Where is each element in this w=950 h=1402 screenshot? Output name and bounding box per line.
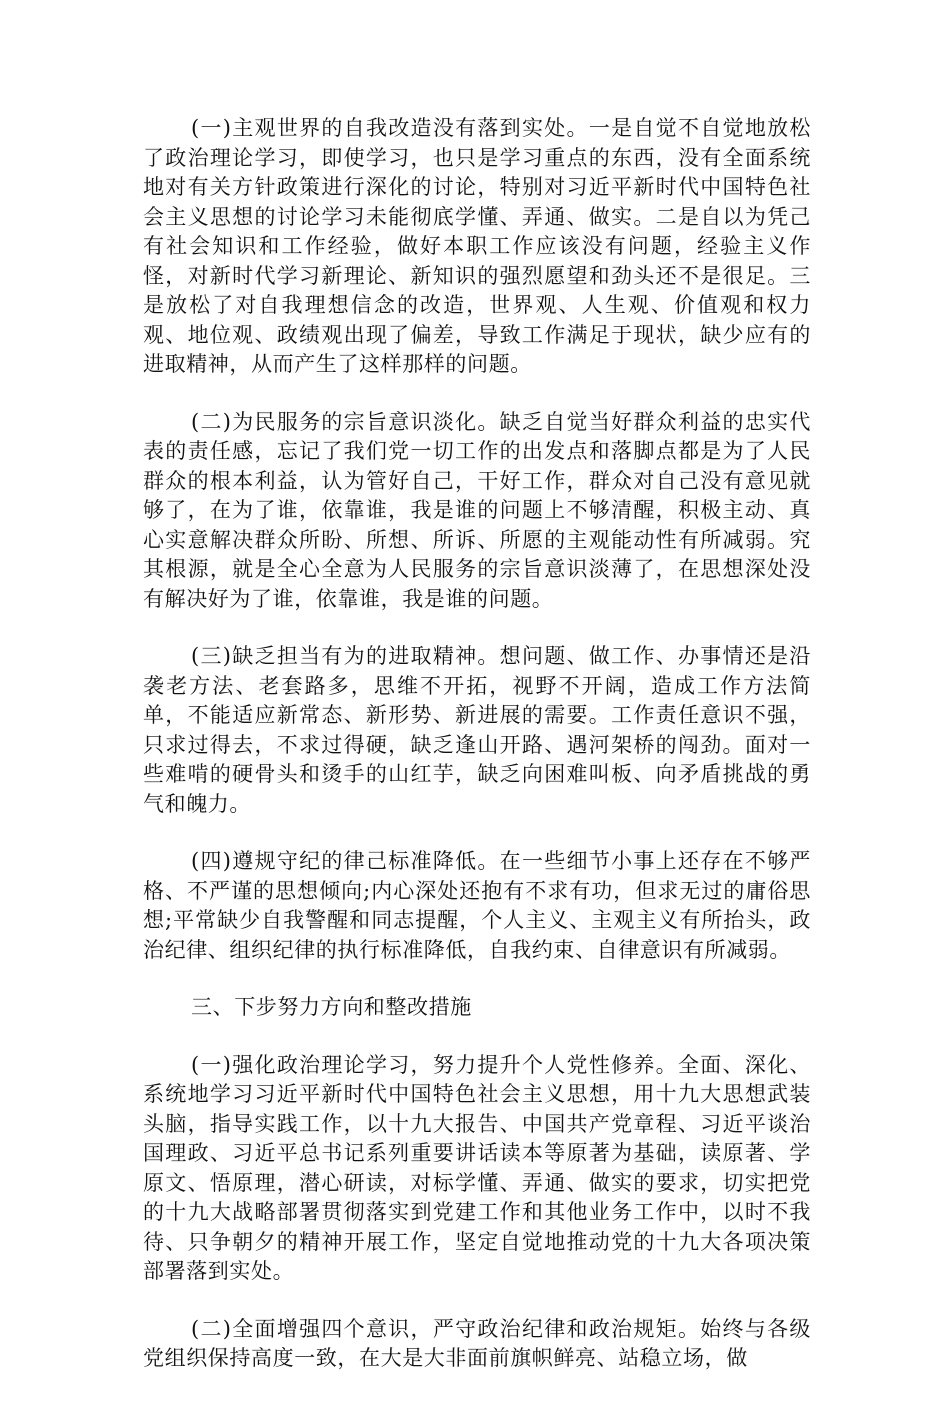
paragraph-3: (三)缺乏担当有为的进取精神。想问题、做工作、办事情还是沿袭老方法、老套路多，思维不开拓，视野不开阔，造成工作方法简单，不能适应新常态、新形势、新进展的需要。工作责任意识不强，只求过得去，不求过得硬，缺乏逢山开路、遇河架桥的闯劲。面对一些难啃的硬骨头和烫手的山红芋，缺乏向困难叫板、向矛盾挑战的勇气和魄力。 — [143, 644, 811, 816]
measure-paragraph-2: (二)全面增强四个意识，严守政治纪律和政治规矩。始终与各级党组织保持高度一致，在大是大非面前旗帜鲜亮、站稳立场，做 — [143, 1316, 811, 1370]
paragraph-4: (四)遵规守纪的律己标准降低。在一些细节小事上还存在不够严格、不严谨的思想倾向;内心深处还抱有不求有功，但求无过的庸俗思想;平常缺少自我警醒和同志提醒，个人主义、主观主义有所抬头，政治纪律、组织纪律的执行标准降低，自我约束、自律意识有所减弱。 — [143, 849, 811, 962]
paragraph-2: (二)为民服务的宗旨意识淡化。缺乏自觉当好群众利益的忠实代表的责任感，忘记了我们党一切工作的出发点和落脚点都是为了人民群众的根本利益，认为管好自己，干好工作，群众对自己没有意见就够了，在为了谁，依靠谁，我是谁的问题上不够清醒，积极主动、真心实意解决群众所盼、所想、所诉、所愿的主观能动性有所减弱。究其根源，就是全心全意为人民服务的宗旨意识淡薄了，在思想深处没有解决好为了谁，依靠谁，我是谁的问题。 — [143, 409, 811, 611]
paragraph-1: (一)主观世界的自我改造没有落到实处。一是自觉不自觉地放松了政治理论学习，即使学习，也只是学习重点的东西，没有全面系统地对有关方针政策进行深化的讨论，特别对习近平新时代中国特色社会主义思想的讨论学习未能彻底学懂、弄通、做实。二是自以为凭己有社会知识和工作经验，做好本职工作应该没有问题，经验主义作怪，对新时代学习新理论、新知识的强烈愿望和劲头还不是很足。三是放松了对自我理想信念的改造，世界观、人生观、价值观和权力观、地位观、政绩观出现了偏差，导致工作满足于现状，缺少应有的进取精神，从而产生了这样那样的问题。 — [143, 116, 811, 376]
document-page — [143, 114, 811, 1402]
section-heading: 三、下步努力方向和整改措施 — [191, 995, 472, 1019]
measure-paragraph-1: (一)强化政治理论学习，努力提升个人党性修养。全面、深化、系统地学习习近平新时代中国特色社会主义思想，用十九大思想武装头脑，指导实践工作，以十九大报告、中国共产党章程、习近平谈治国理政、习近平总书记系列重要讲话读本等原著为基础，读原著、学原文、悟原理，潜心研读，对标学懂、弄通、做实的要求，切实把党的十九大战略部署贯彻落实到党建工作和其他业务工作中，以时不我待、只争朝夕的精神开展工作，坚定自觉地推动党的十九大各项决策部署落到实处。 — [143, 1052, 811, 1283]
